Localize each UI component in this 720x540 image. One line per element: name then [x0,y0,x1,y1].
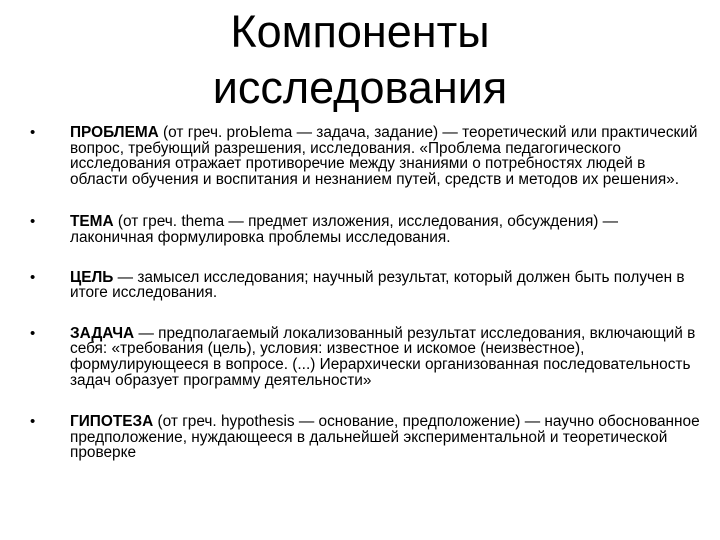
bullet-item-task [30,326,700,388]
definition-task: — предполагаемый локализованный результат исследования, включающий в себя: «требования (цель), условия: известное и искомое (неизвестное), формулирующееся в вопросе. (...) Иерархически организованная последовательность задач образует программу деятельности» [70,324,696,389]
term-goal: ЦЕЛЬ [70,268,114,286]
bullet-dot-icon: • [30,213,36,231]
bullet-list [30,125,700,483]
slide-title [0,4,720,116]
definition-hypothesis: (от греч. hypothesis — основание, предположение) — научно обоснованное предположение, нуждающееся в дальнейшей экспериментальной и теоретической проверке [70,413,700,462]
definition-problem: (от греч. proЫema — задача, задание) — теоретический или практический вопрос, требующий разрешения, исследования. «Проблема педагогического исследования отражает противоречие между знаниями о потребностях людей в области обучения и воспитания и незнанием путей, средств и методов их решения». [70,124,698,188]
bullet-item-topic [30,214,700,245]
bullet-item-goal [30,270,700,301]
term-problem: ПРОБЛЕМА [70,124,159,141]
bullet-dot-icon: • [30,268,36,286]
slide-title-line-1: Компоненты [230,6,490,57]
bullet-dot-icon: • [30,413,36,431]
bullet-item-problem [30,125,700,187]
bullet-dot-icon: • [30,124,36,141]
term-task: ЗАДАЧА [70,324,135,342]
definition-goal: — замысел исследования; научный результат, который должен быть получен в итоге исследования. [70,268,685,302]
term-topic: ТЕМА [70,213,114,231]
term-hypothesis: ГИПОТЕЗА [70,413,154,431]
slide-title-line-2: исследования [212,62,508,113]
definition-topic: (от греч. thema — предмет изложения, исследования, обсуждения) — лаконичная формулировка проблемы исследования. [70,213,619,246]
bullet-item-hypothesis [30,414,700,461]
bullet-dot-icon: • [30,324,36,342]
